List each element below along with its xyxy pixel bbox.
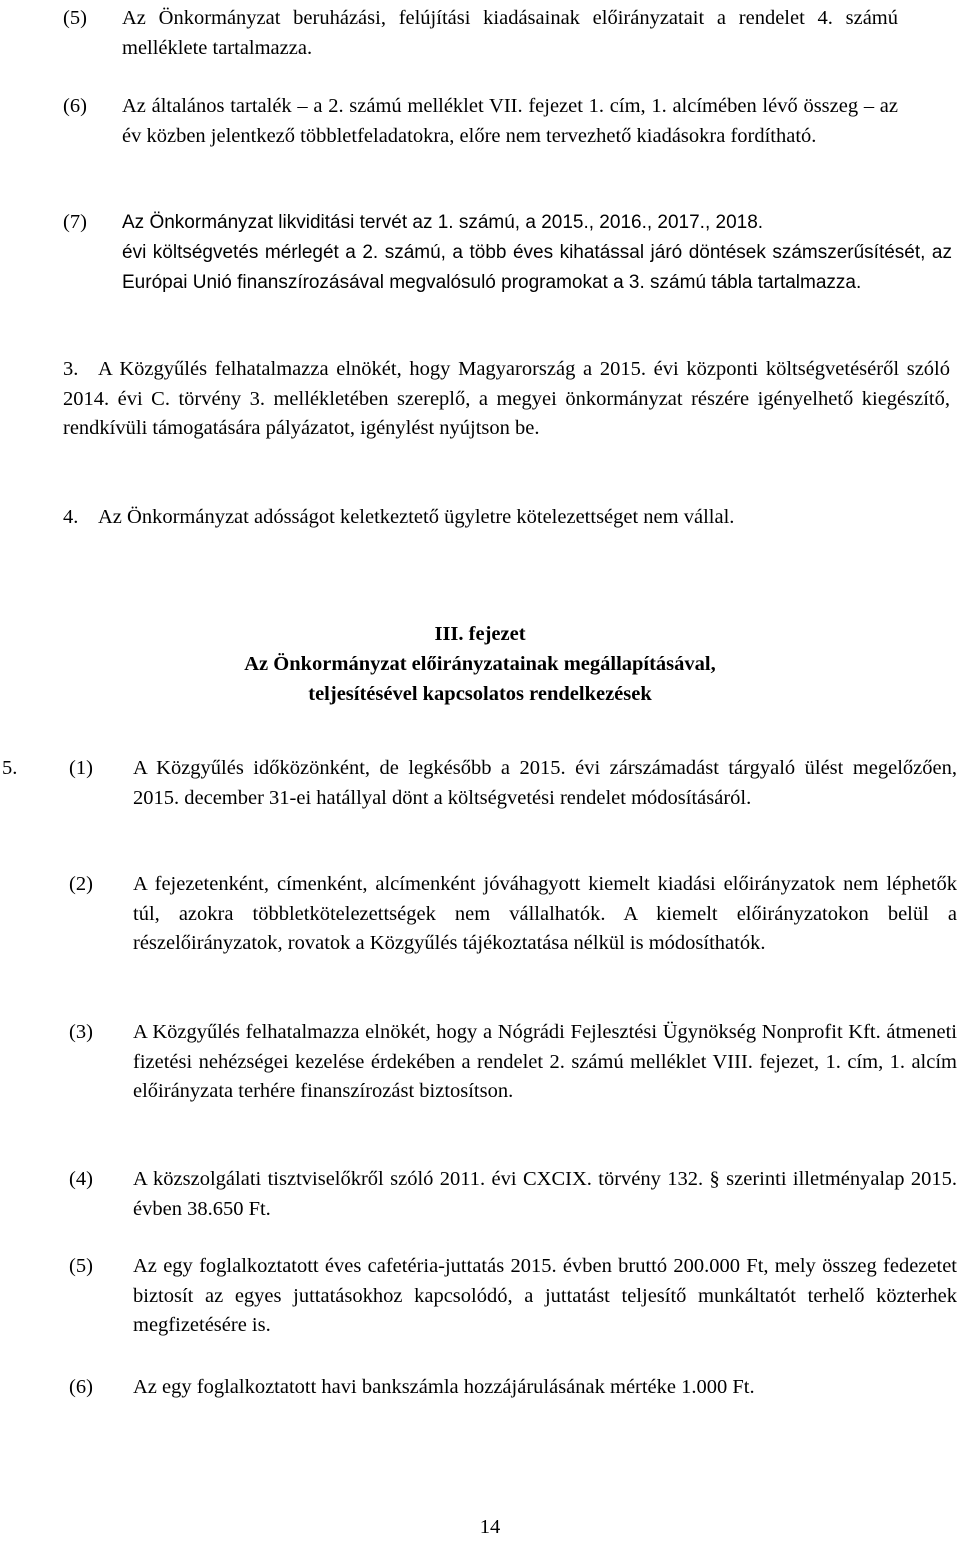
paragraph-label: (6) <box>63 95 87 117</box>
paragraph-label: (7) <box>63 211 87 233</box>
section-label: 4. <box>63 506 79 528</box>
section-label: 3. <box>63 358 79 380</box>
paragraph-text: évi költségvetés mérlegét a 2. számú, a több éves kihatással járó döntések számszerűsítését, az Európai Unió finanszírozásával megvalósuló programokat a 3. számú tábla tartalmazza. <box>122 242 952 293</box>
paragraph-first-line: Az Önkormányzat likviditási tervét az 1. számú, a 2015., 2016., 2017., 2018. <box>122 212 764 233</box>
paragraph-label: (5) <box>63 7 87 29</box>
item-text: A Közgyűlés felhatalmazza elnökét, hogy a Nógrádi Fejlesztési Ügynökség Nonprofit Kft. átmeneti fizetési nehézségei kezelése érdekében a rendelet 2. számú melléklet VIII. fejezet, 1. cím, 1. alcím előirányzata terhére finanszírozást biztosítson. <box>133 1021 957 1102</box>
item-label: (1) <box>69 757 93 779</box>
section-text: A Közgyűlés felhatalmazza elnökét, hogy Magyarország a 2015. évi központi költségvetéséről szóló 2014. évi C. törvény 3. mellékletében szereplő, a megyei önkormányzat részére igényelhető kiegészítő, rendkívüli támogatására pályázatot, igénylést nyújtson be. <box>63 358 950 439</box>
paragraph-text: Az Önkormányzat beruházási, felújítási kiadásainak előirányzatait a rendelet 4. számú melléklete tartalmazza. <box>122 7 898 59</box>
paragraph-text: Az általános tartalék – a 2. számú melléklet VII. fejezet 1. cím, 1. alcímében lévő összeg – az év közben jelentkező többletfeladatokra, előre nem tervezhető kiadásokra fordítható. <box>122 95 898 147</box>
item-label: (2) <box>69 873 93 895</box>
chapter-title-line-2: teljesítésével kapcsolatos rendelkezések <box>308 683 652 705</box>
item-label: (6) <box>69 1376 93 1398</box>
item-label: (5) <box>69 1255 93 1277</box>
item-label: (4) <box>69 1168 93 1190</box>
section-label: 5. <box>2 757 18 779</box>
item-label: (3) <box>69 1021 93 1043</box>
chapter-number: III. fejezet <box>434 623 526 645</box>
page-number: 14 <box>479 1516 501 1538</box>
item-text: A közszolgálati tisztviselőkről szóló 2011. évi CXCIX. törvény 132. § szerinti illetményalap 2015. évben 38.650 Ft. <box>133 1168 957 1220</box>
item-text: Az egy foglalkoztatott éves cafetéria-juttatás 2015. évben bruttó 200.000 Ft, mely összeg fedezetet biztosít az egyes juttatásokhoz kapcsolódó, a juttatást teljesítő munkáltatót terhelő közterhek megfizetésére is. <box>133 1255 957 1336</box>
item-text: A fejezetenként, címenként, alcímenként jóváhagyott kiemelt kiadási előirányzatok nem léphetők túl, azokra többletkötelezettségek nem vállalhatók. A kiemelt előirányzatokon belül a részelőirányzatok, rovatok a Közgyűlés tájékoztatása nélkül is módosíthatók. <box>133 873 957 954</box>
section-text: Az Önkormányzat adósságot keletkeztető ügyletre kötelezettséget nem vállal. <box>98 506 735 528</box>
item-text: Az egy foglalkoztatott havi bankszámla hozzájárulásának mértéke 1.000 Ft. <box>133 1376 755 1398</box>
chapter-title-line-1: Az Önkormányzat előirányzatainak megállapításával, <box>244 653 716 675</box>
item-text: A Közgyűlés időközönként, de legkésőbb a 2015. évi zárszámadást tárgyaló ülést megelőzően, 2015. december 31-ei hatállyal dönt a költségvetési rendelet módosításáról. <box>133 757 957 809</box>
